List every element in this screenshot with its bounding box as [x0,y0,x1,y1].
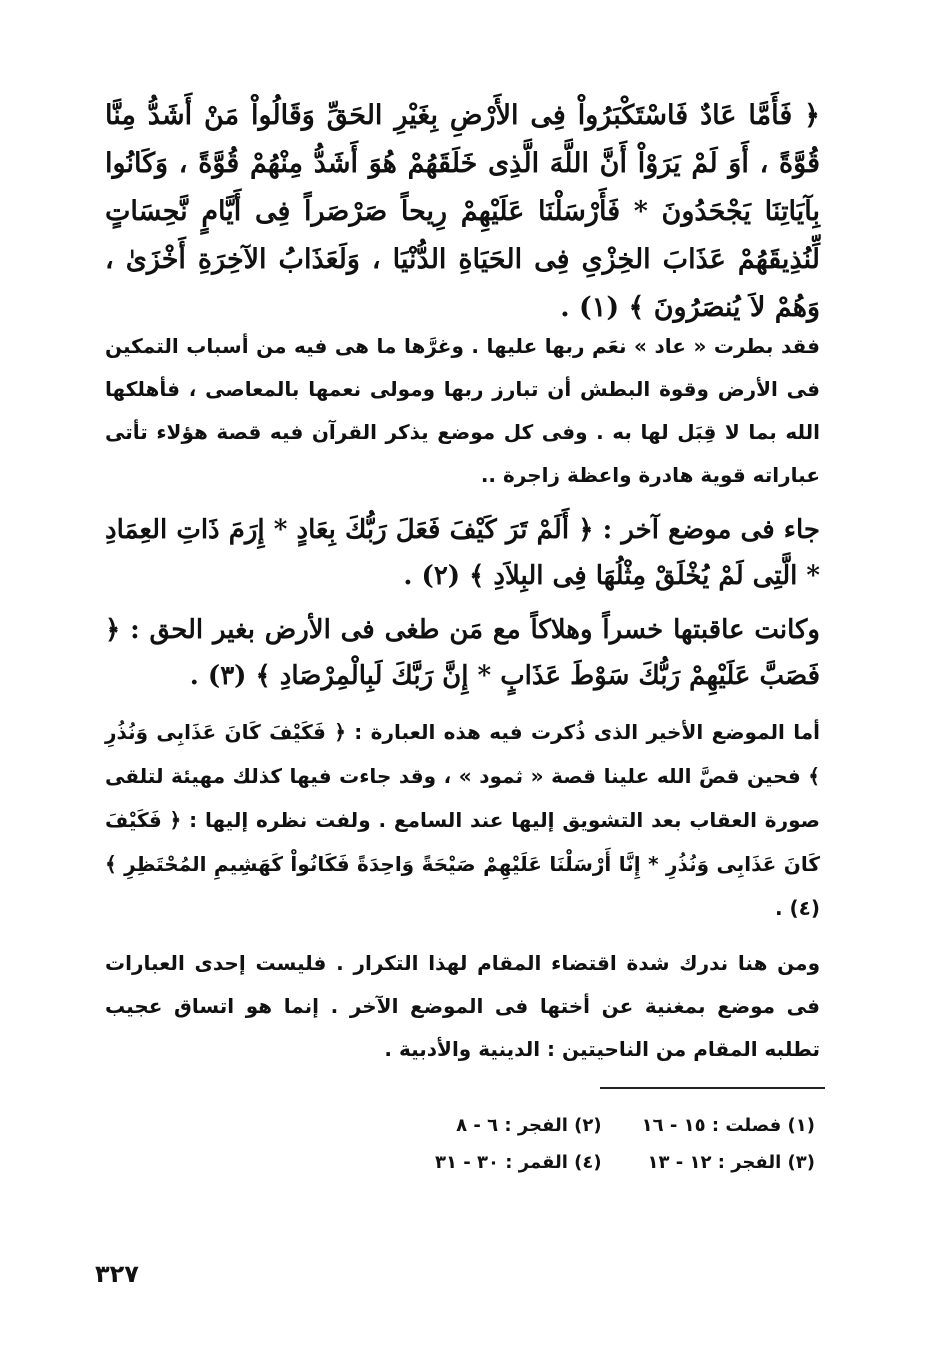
footnotes [435,1115,815,1173]
paragraph-fajr-punishment: وكانت عاقبتها خسراً وهلاكاً مع مَن طغى فى الأرض بغير الحق : ﴿ فَصَبَّ عَلَيْهِمْ رَبُّكَ سَوْطَ عَذَابٍ * إِنَّ رَبَّكَ لَبِالْمِرْصَادِ ﴾ (٣) . [105,615,820,691]
paragraph-conclusion: ومن هنا ندرك شدة اقتضاء المقام لهذا التكرار . فليست إحدى العبارات فى موضع بمغنية عن أختها فى الموضع الآخر . إنما هو اتساق عجيب تطلبه المقام من الناحيتين : الدينية والأدبية . [105,951,820,1061]
footnote-2: (٢) الفجر : ٦ - ٨ [456,1115,602,1136]
quran-verse-fussilat: ﴿ فَأَمَّا عَادٌ فَاسْتَكْبَرُواْ فِى الأَرْضِ بِغَيْرِ الحَقِّ وَقَالُواْ مَنْ أَشَدُّ مِنَّا قُوَّةً ، أَوَ لَمْ يَرَوْاْ أَنَّ اللَّهَ الَّذِى خَلَقَهُمْ هُوَ أَشَدُّ مِنْهُمْ قُوَّةً ، وَكَانُوا بِآيَاتِنَا يَجْحَدُونَ * فَأَرْسَلْنَا عَلَيْهِمْ رِيحاً صَرْصَراً فِى أَيَّامٍ نَّحِسَاتٍ لِّنُذِيقَهُمْ عَذَابَ الخِزْىِ فِى الحَيَاةِ الدُّنْيَا ، وَلَعَذَابُ الآخِرَةِ أَخْزَىٰ ، وَهُمْ لاَ يُنصَرُونَ ﴾ (١) . [105,100,820,323]
footnote-4: (٤) القمر : ٣٠ - ٣١ [435,1152,602,1173]
footnote-separator [600,1087,825,1089]
footnote-1: (١) فصلت : ١٥ - ١٦ [641,1115,815,1136]
footnote-3: (٣) الفجر : ١٢ - ١٣ [647,1152,815,1173]
paragraph-thamud: أما الموضع الأخير الذى ذُكرت فيه هذه العبارة : ﴿ فَكَيْفَ كَانَ عَذَابِى وَنُذُرِ ﴾ فحين قصَّ الله علينا قصة « ثمود » ، وقد جاءت فيها كذلك مهيئة لتلقى صورة العقاب بعد التشويق إليها عند السامع . ولفت نظره إليها : ﴿ فَكَيْفَ كَانَ عَذَابِى وَنُذُرِ * إِنَّا أَرْسَلْنَا عَلَيْهِمْ صَيْحَةً وَاحِدَةً فَكَانُواْ كَهَشِيمِ المُحْتَظِرِ ﴾ (٤) . [105,720,820,920]
page-number: ٣٢٧ [95,1260,139,1288]
paragraph-aad-arrogance: فقد بطرت « عاد » نعَم ربها عليها . وغرَّها ما هى فيه من أسباب التمكين فى الأرض وقوة البطش أن تبارز ربها ومولى نعمها بالمعاصى ، فأهلكها الله بما لا قِبَل لها به . وفى كل موضع يذكر القرآن فيه قصة هؤلاء تأتى عباراته قوية هادرة واعظة زاجرة .. [105,334,820,487]
paragraph-fajr-irem: جاء فى موضع آخر : ﴿ أَلَمْ تَرَ كَيْفَ فَعَلَ رَبُّكَ بِعَادٍ * إِرَمَ ذَاتِ العِمَادِ * الَّتِى لَمْ يُخْلَقْ مِثْلُهَا فِى البِلاَدِ ﴾ (٢) . [105,515,820,591]
